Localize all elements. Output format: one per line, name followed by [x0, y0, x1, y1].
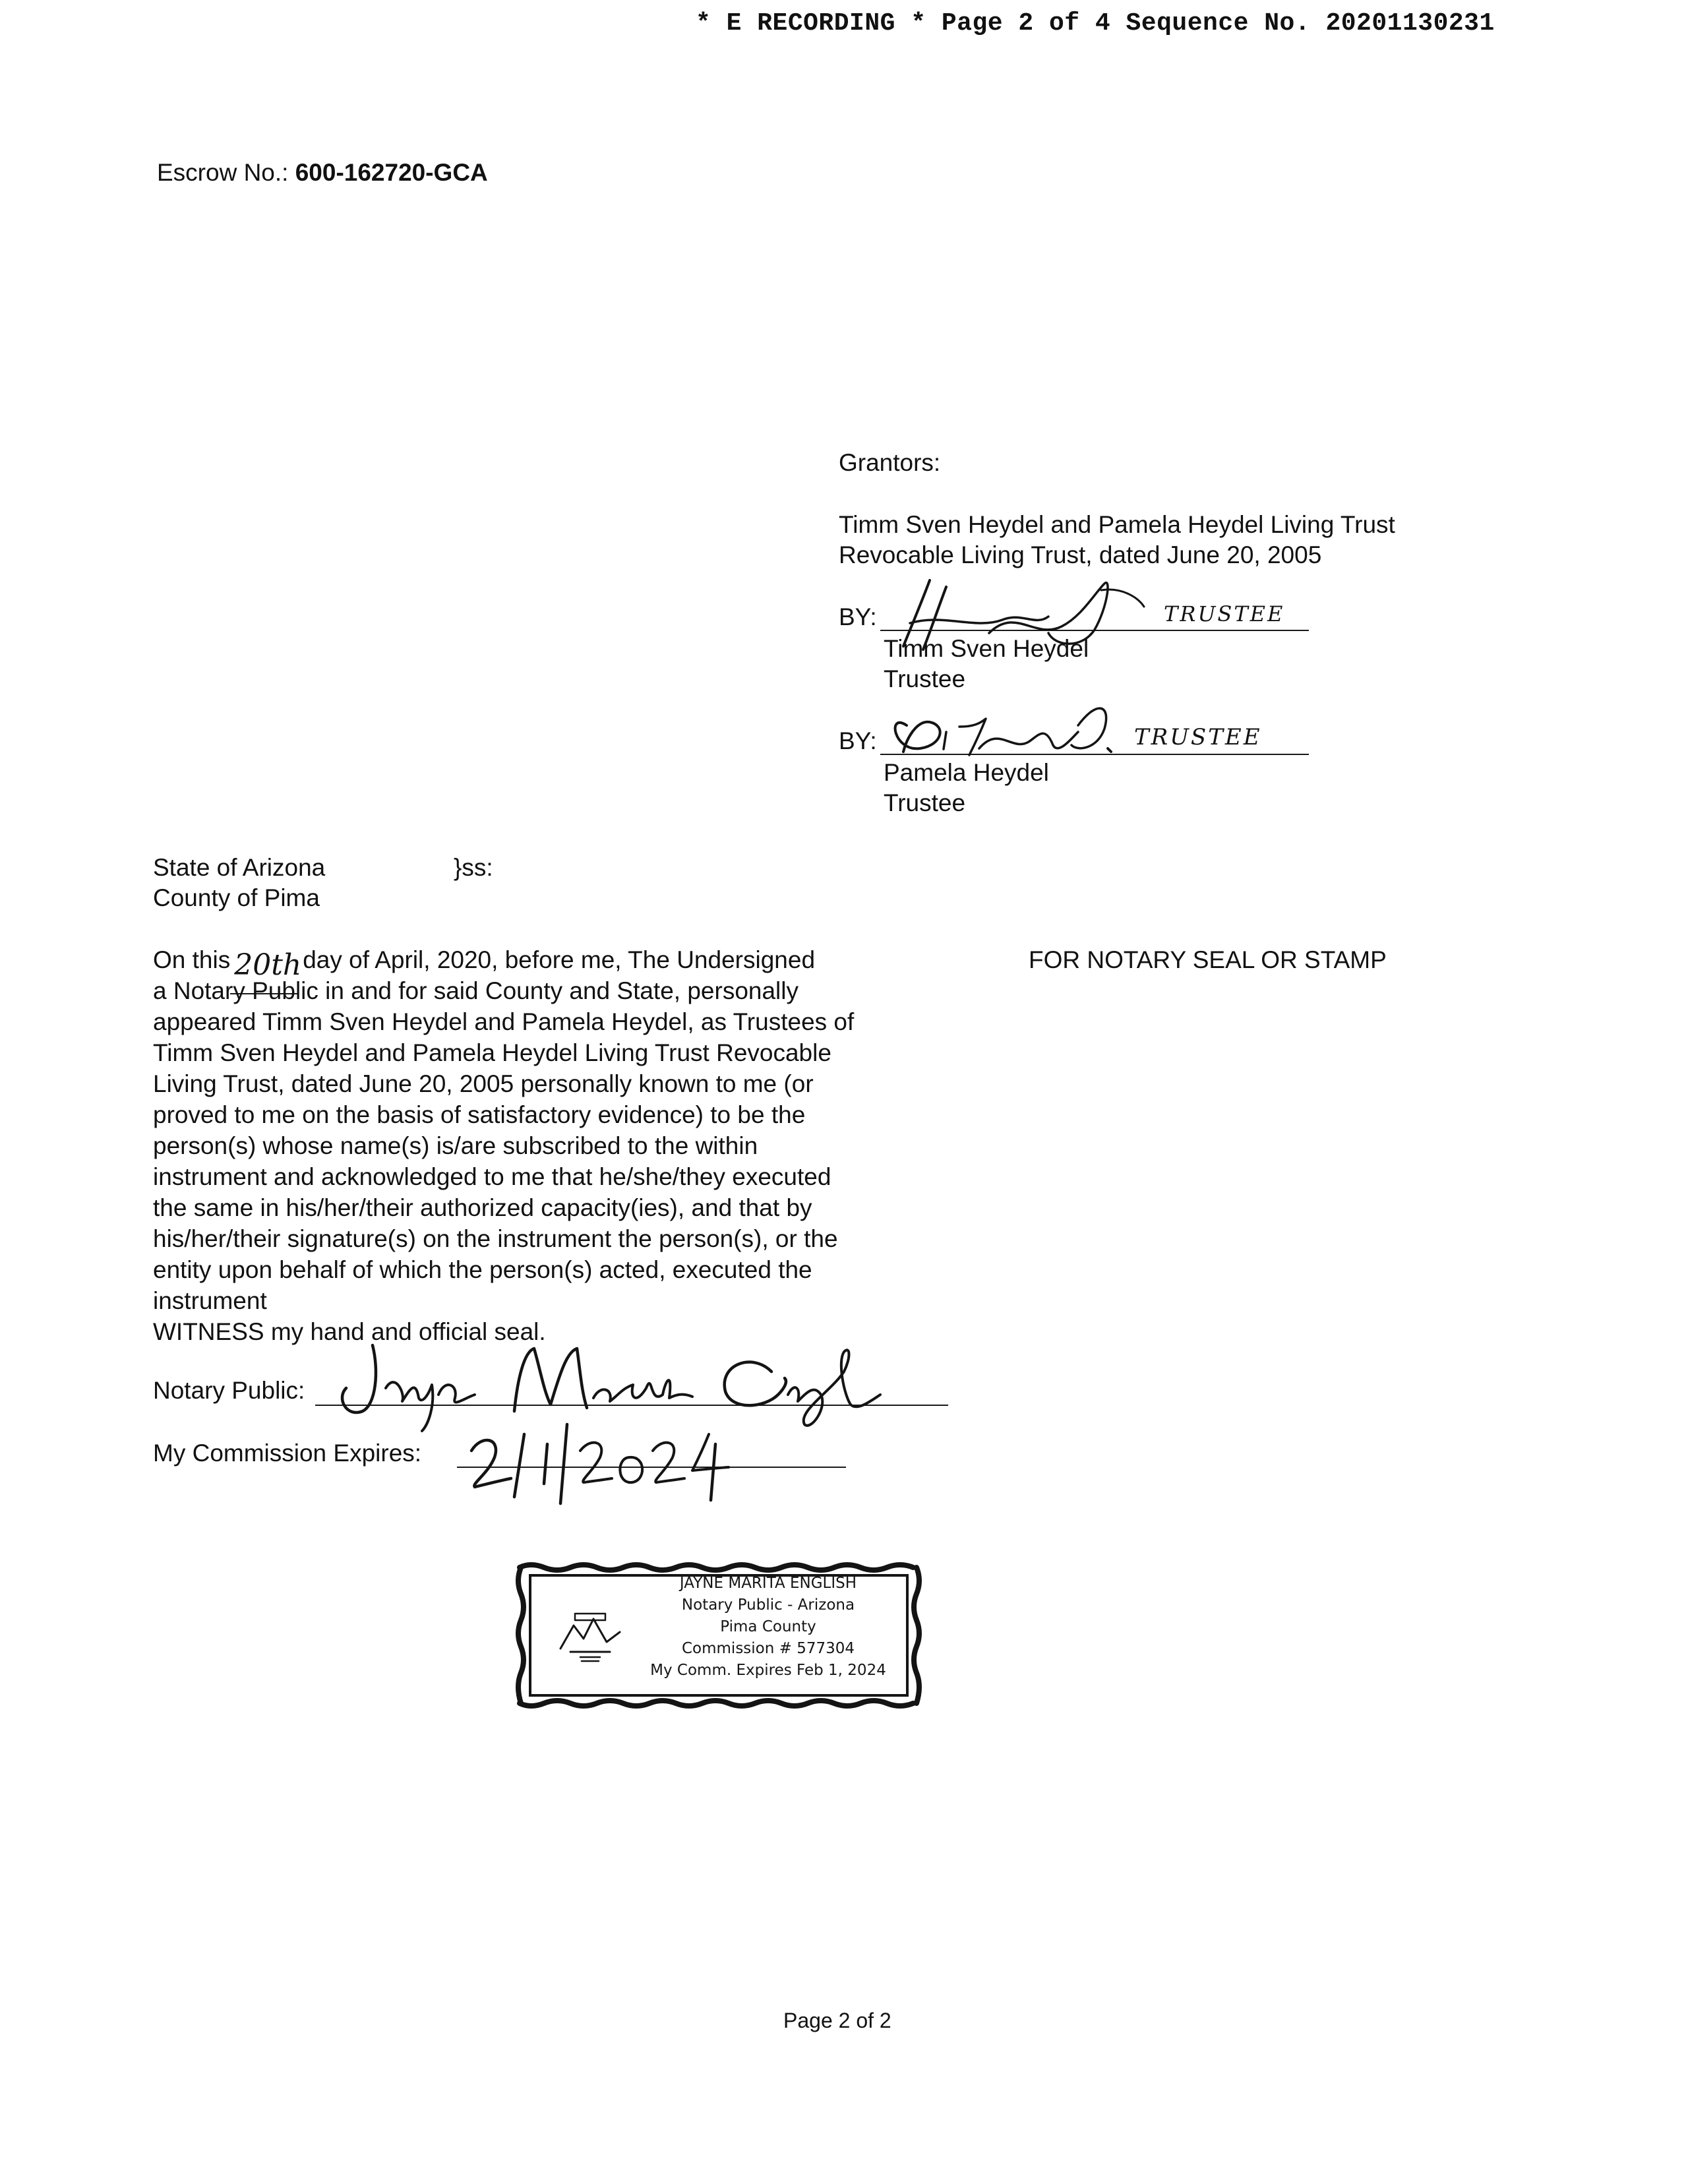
acknowledgment-line: proved to me on the basis of satisfactory evidence) to be the [153, 1101, 806, 1128]
signer-1-handwritten-title: TRUSTEE [1164, 601, 1285, 626]
acknowledgment-line: the same in his/her/their authorized capacity(ies), and that by [153, 1194, 812, 1221]
escrow-number-line [157, 157, 488, 188]
notary-seal-label: FOR NOTARY SEAL OR STAMP [1029, 946, 1387, 973]
stamp-commission-expires: My Comm. Expires Feb 1, 2024 [650, 1662, 886, 1679]
venue-county: County of Pima [153, 884, 320, 911]
stamp-commission-number: Commission # 577304 [681, 1640, 855, 1657]
notary-stamp [514, 1560, 923, 1711]
signer-2-by-label: BY: [839, 727, 877, 754]
trust-name-line-1: Timm Sven Heydel and Pamela Heydel Living Trust [839, 511, 1395, 538]
stamp-text-block [630, 1573, 907, 1682]
venue-ss: }ss: [454, 854, 493, 881]
page-footer: Page 2 of 2 [783, 2009, 891, 2032]
trust-name-line-2: Revocable Living Trust, dated June 20, 2005 [839, 541, 1322, 568]
acknowledgment-prefix: On this [153, 946, 231, 973]
acknowledgment-line: WITNESS my hand and official seal. [153, 1318, 546, 1345]
signer-2-name: Pamela Heydel [884, 759, 1049, 786]
escrow-number: 600-162720-GCA [295, 159, 488, 186]
stamp-notary-title: Notary Public - Arizona [681, 1596, 855, 1614]
commission-expires-label: My Commission Expires: [153, 1440, 422, 1467]
acknowledgment-line: entity upon behalf of which the person(s) acted, executed the [153, 1256, 812, 1283]
acknowledgment-line: Timm Sven Heydel and Pamela Heydel Living Trust Revocable [153, 1039, 831, 1066]
acknowledgment-line: his/her/their signature(s) on the instrument the person(s), or the [153, 1225, 838, 1252]
signer-1-title: Trustee [884, 665, 966, 692]
notary-public-label: Notary Public: [153, 1377, 305, 1404]
stamp-county: Pima County [720, 1618, 816, 1635]
acknowledgment-line: person(s) whose name(s) is/are subscribed to the within [153, 1132, 758, 1159]
signer-2-signature [880, 686, 1157, 765]
acknowledgment-first-line [153, 944, 816, 982]
grantors-heading: Grantors: [839, 449, 941, 476]
signer-2-title: Trustee [884, 789, 966, 816]
escrow-label: Escrow No.: [157, 159, 289, 186]
stamp-notary-name: JAYNE MARITA ENGLISH [679, 1575, 857, 1592]
acknowledgment-line: instrument and acknowledged to me that he/she/they executed [153, 1163, 831, 1190]
acknowledgment-line: instrument [153, 1287, 267, 1314]
handwritten-expiry-date [462, 1418, 738, 1503]
handwritten-day: 20th [234, 948, 302, 982]
venue-state: State of Arizona [153, 854, 326, 881]
notary-signature [323, 1332, 956, 1431]
signer-1-name: Timm Sven Heydel [884, 635, 1089, 662]
signer-1-by-label: BY: [839, 603, 877, 630]
acknowledgment-line: appeared Timm Sven Heydel and Pamela Heydel, as Trustees of [153, 1008, 855, 1035]
recording-header: * E RECORDING * Page 2 of 4 Sequence No. 20201130231 [696, 9, 1495, 38]
acknowledgment-line: a Notary Public in and for said County and State, personally [153, 977, 799, 1004]
acknowledgment-first-line-rest: day of April, 2020, before me, The Undersigned [303, 946, 816, 973]
acknowledgment-line: Living Trust, dated June 20, 2005 personally known to me (or [153, 1070, 814, 1097]
signer-2-handwritten-title: TRUSTEE [1134, 724, 1262, 750]
